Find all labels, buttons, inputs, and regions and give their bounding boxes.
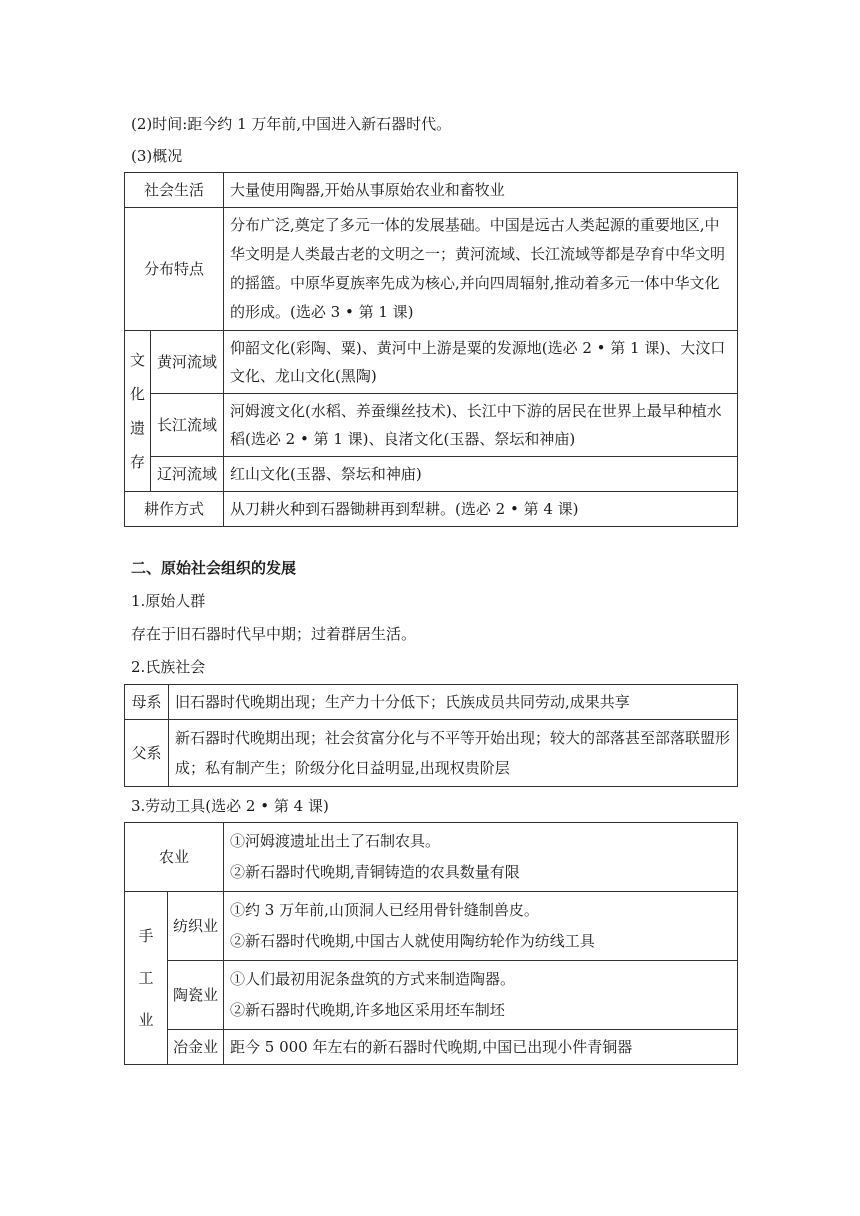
agriculture-cell [224, 823, 738, 892]
table-row [125, 1030, 738, 1065]
social-life-label: 社会生活 [125, 173, 224, 208]
vertical-char: 工 [138, 969, 154, 987]
cultural-heritage-label [125, 331, 151, 492]
metallurgy-text: 距今 5 000 年左右的新石器时代晚期,中国已出现小件青铜器 [224, 1030, 738, 1065]
vertical-char: 存 [129, 453, 145, 471]
matriarchal-text: 旧石器时代晚期出现；生产力十分低下；氏族成员共同劳动,成果共享 [169, 685, 738, 720]
yellow-river-label: 黄河流域 [151, 331, 224, 394]
liao-river-label: 辽河流域 [151, 457, 224, 492]
clan-society-table [124, 684, 738, 787]
list-item: ①人们最初用泥条盘筑的方式来制造陶器。 [230, 970, 516, 988]
distribution-label: 分布特点 [125, 208, 224, 331]
vertical-char: 手 [138, 927, 154, 945]
patriarchal-text: 新石器时代晚期出现；社会贫富分化与不平等开始出现；较大的部落甚至部落联盟形成；私有制产生；阶级分化日益明显,出现权贵阶层 [169, 720, 738, 787]
yellow-river-text: 仰韶文化(彩陶、粟)、黄河中上游是粟的发源地(选必 2 • 第 1 课)、大汶口文化、龙山文化(黑陶) [224, 331, 738, 394]
table-row [125, 720, 738, 787]
list-item: ②新石器时代晚期,许多地区采用坯车制坯 [230, 1001, 505, 1019]
farming-label: 耕作方式 [125, 492, 224, 527]
yangtze-text: 河姆渡文化(水稻、养蚕缫丝技术)、长江中下游的居民在世界上最早种植水稻(选必 2 • 第 1 课)、良渚文化(玉器、祭坛和神庙) [224, 394, 738, 457]
textile-label: 纺织业 [168, 892, 224, 961]
yangtze-label: 长江流域 [151, 394, 224, 457]
neolithic-overview-table [124, 172, 738, 527]
table-row [125, 394, 738, 457]
table-row [125, 173, 738, 208]
time-line: (2)时间:距今约 1 万年前,中国进入新石器时代。 [131, 115, 452, 133]
vertical-char: 遗 [129, 419, 145, 437]
list-item: ①约 3 万年前,山顶洞人已经用骨针缝制兽皮。 [230, 901, 539, 919]
table-row [125, 892, 738, 961]
matriarchal-label: 母系 [125, 685, 169, 720]
farming-text: 从刀耕火种到石器锄耕再到犁耕。(选必 2 • 第 4 课) [224, 492, 738, 527]
labor-tools-table [124, 822, 738, 1065]
social-life-text: 大量使用陶器,开始从事原始农业和畜牧业 [224, 173, 738, 208]
overview-heading: (3)概况 [131, 147, 183, 165]
table-row [125, 961, 738, 1030]
item1-title: 1.原始人群 [131, 592, 206, 610]
patriarchal-label: 父系 [125, 720, 169, 787]
pottery-cell [224, 961, 738, 1030]
list-item: ②新石器时代晚期,中国古人就使用陶纺轮作为纺线工具 [230, 932, 595, 950]
textile-cell [224, 892, 738, 961]
liao-river-text: 红山文化(玉器、祭坛和神庙) [224, 457, 738, 492]
table-row [125, 457, 738, 492]
table-row [125, 685, 738, 720]
distribution-text: 分布广泛,奠定了多元一体的发展基础。中国是远古人类起源的重要地区,中华文明是人类最古老的文明之一；黄河流域、长江流域等都是孕育中华文明的摇篮。中原华夏族率先成为核心,并向四周辐射,推动着多元一体中华文化的形成。(选必 3 • 第 1 课) [224, 208, 738, 331]
metallurgy-label: 冶金业 [168, 1030, 224, 1065]
pottery-label: 陶瓷业 [168, 961, 224, 1030]
section-heading: 二、原始社会组织的发展 [131, 559, 297, 577]
handicraft-label [125, 892, 168, 1065]
table-row [125, 208, 738, 331]
item3-title: 3.劳动工具(选必 2 • 第 4 课) [131, 797, 329, 815]
table-row [125, 492, 738, 527]
agriculture-label: 农业 [125, 823, 224, 892]
item2-title: 2.氏族社会 [131, 658, 206, 676]
table-row [125, 823, 738, 892]
item1-text: 存在于旧石器时代早中期；过着群居生活。 [131, 625, 417, 643]
list-item: ②新石器时代晚期,青铜铸造的农具数量有限 [230, 863, 520, 881]
vertical-char: 文 [129, 351, 145, 369]
list-item: ①河姆渡遗址出土了石制农具。 [230, 832, 441, 850]
vertical-char: 化 [129, 385, 145, 403]
vertical-char: 业 [138, 1011, 154, 1029]
table-row [125, 331, 738, 394]
